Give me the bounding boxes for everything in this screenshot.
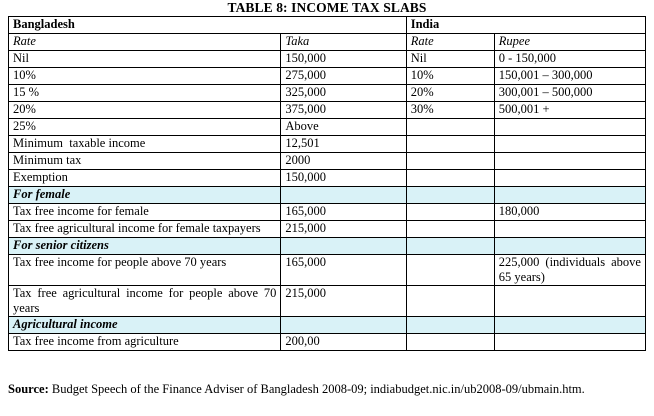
bd-amount-cell: 215,000: [281, 221, 406, 238]
column-subheader-row: [9, 34, 646, 51]
section-row-senior: [9, 238, 646, 255]
in-rate-cell: [406, 153, 494, 170]
section-row-agricultural: [9, 317, 646, 334]
in-amount-cell: 500,001 +: [494, 102, 645, 119]
empty-cell: [494, 187, 645, 204]
table-title: TABLE 8: INCOME TAX SLABS: [227, 0, 427, 15]
bd-amount-cell: 375,000: [281, 102, 406, 119]
table-row: [9, 102, 646, 119]
section-row-female: [9, 187, 646, 204]
bd-rate-subheader: Rate: [9, 34, 281, 51]
table-row: [9, 221, 646, 238]
bd-rate-cell: 20%: [9, 102, 281, 119]
table-row: [9, 286, 646, 317]
bd-rate-cell: 10%: [9, 68, 281, 85]
empty-cell: [406, 334, 494, 351]
in-amount-cell: [494, 334, 645, 351]
bd-amount-cell: 2000: [281, 153, 406, 170]
in-amount-cell: 225,000 (individuals above 65 years): [494, 255, 645, 286]
in-amount-cell: [494, 153, 645, 170]
bd-rate-cell: Minimum taxable income: [9, 136, 281, 153]
table-row: [9, 136, 646, 153]
in-amount-cell: [494, 286, 645, 317]
bd-amount-cell: 215,000: [281, 286, 406, 317]
in-rate-cell: 30%: [406, 102, 494, 119]
empty-cell: [281, 187, 406, 204]
empty-cell: [406, 221, 494, 238]
in-amount-cell: [494, 136, 645, 153]
bd-rate-cell: Nil: [9, 51, 281, 68]
in-rate-cell: Nil: [406, 51, 494, 68]
india-header: India: [406, 17, 645, 34]
income-tax-slab-table: [8, 16, 646, 351]
table-row: [9, 119, 646, 136]
table-row: [9, 85, 646, 102]
senior-label-cell: Tax free income for people above 70 years: [9, 255, 281, 286]
bd-amount-cell: 165,000: [281, 255, 406, 286]
source-text: Budget Speech of the Finance Adviser of Bangladesh 2008-09; indiabudget.nic.in/ub2008-09/ubmain.htm.: [51, 382, 585, 396]
empty-cell: [406, 255, 494, 286]
in-amount-cell: 180,000: [494, 204, 645, 221]
in-rate-cell: [406, 119, 494, 136]
female-label-cell: Tax free income for female: [9, 204, 281, 221]
section-label-senior: For senior citizens: [9, 238, 281, 255]
in-rupee-subheader: Rupee: [494, 34, 645, 51]
bd-amount-cell: 325,000: [281, 85, 406, 102]
in-rate-cell: 20%: [406, 85, 494, 102]
in-amount-cell: [494, 119, 645, 136]
bd-taka-subheader: Taka: [281, 34, 406, 51]
bd-amount-cell: 150,000: [281, 51, 406, 68]
empty-cell: [406, 317, 494, 334]
empty-cell: [494, 317, 645, 334]
bd-amount-cell: Above: [281, 119, 406, 136]
bd-amount-cell: 12,501: [281, 136, 406, 153]
in-rate-cell: [406, 136, 494, 153]
table-row: [9, 68, 646, 85]
bd-rate-cell: Minimum tax: [9, 153, 281, 170]
country-header-row: [9, 17, 646, 34]
bd-rate-cell: 25%: [9, 119, 281, 136]
bd-amount-cell: 200,00: [281, 334, 406, 351]
empty-cell: [281, 317, 406, 334]
empty-cell: [406, 238, 494, 255]
table-row: [9, 170, 646, 187]
in-amount-cell: [494, 221, 645, 238]
in-amount-cell: 300,001 – 500,000: [494, 85, 645, 102]
bd-amount-cell: 165,000: [281, 204, 406, 221]
table-row: [9, 153, 646, 170]
section-label-agricultural: Agricultural income: [9, 317, 281, 334]
bangladesh-header: Bangladesh: [9, 17, 407, 34]
bd-rate-cell: 15 %: [9, 85, 281, 102]
bd-amount-cell: 150,000: [281, 170, 406, 187]
in-amount-cell: [494, 170, 645, 187]
senior-label-cell: Tax free agricultural income for people above 70 years: [9, 286, 281, 317]
source-label: Source:: [8, 382, 49, 396]
source-note: [8, 381, 648, 398]
table-row: [9, 334, 646, 351]
empty-cell: [406, 286, 494, 317]
in-rate-cell: 10%: [406, 68, 494, 85]
female-label-cell: Tax free agricultural income for female taxpayers: [9, 221, 281, 238]
empty-cell: [494, 238, 645, 255]
table-row: [9, 204, 646, 221]
table-row: [9, 255, 646, 286]
table-row: [9, 51, 646, 68]
empty-cell: [406, 187, 494, 204]
empty-cell: [281, 238, 406, 255]
bd-rate-cell: Exemption: [9, 170, 281, 187]
bd-amount-cell: 275,000: [281, 68, 406, 85]
section-label-female: For female: [9, 187, 281, 204]
in-rate-cell: [406, 170, 494, 187]
empty-cell: [406, 204, 494, 221]
agri-label-cell: Tax free income from agriculture: [9, 334, 281, 351]
in-amount-cell: 150,001 – 300,000: [494, 68, 645, 85]
in-amount-cell: 0 - 150,000: [494, 51, 645, 68]
in-rate-subheader: Rate: [406, 34, 494, 51]
